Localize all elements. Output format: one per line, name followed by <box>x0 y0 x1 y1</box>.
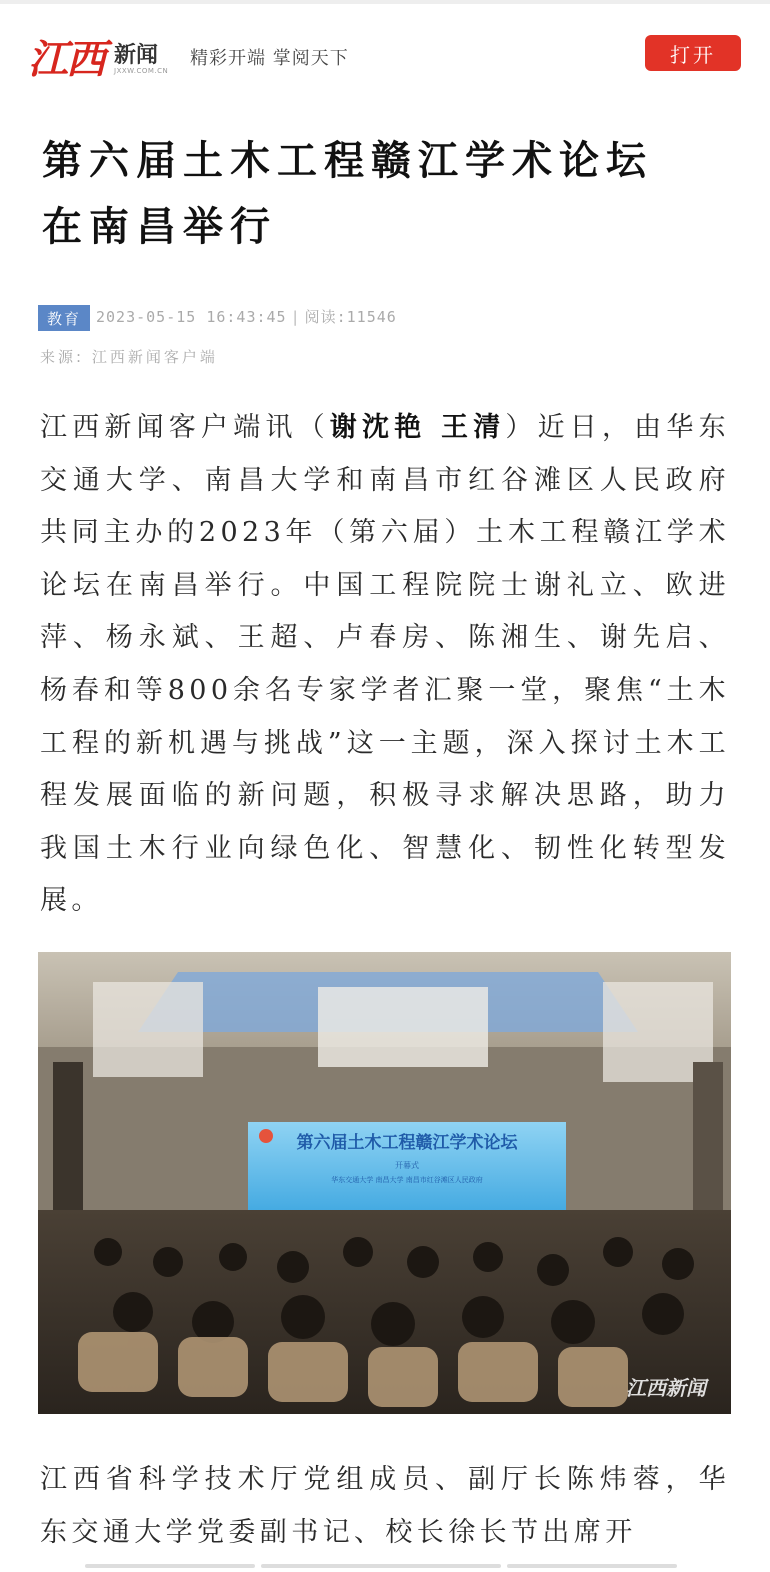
bottom-bar <box>85 1553 685 1563</box>
article-paragraph-1 <box>40 402 730 928</box>
screen-title: 第六届土木工程赣江学术论坛 <box>296 1133 518 1153</box>
article-source: 来源: 江西新闻客户端 <box>40 348 218 366</box>
screen-subtitle: 开幕式 <box>395 1161 419 1170</box>
p1-authors: 谢沈艳 王清 <box>329 412 506 443</box>
article-paragraph-2: 江西省科学技术厅党组成员、副厅长陈炜蓉，华东交通大学党委副书记、校长徐长节出席开 <box>40 1464 730 1548</box>
conference-photo <box>38 952 731 1414</box>
category-tag[interactable]: 教育 <box>38 305 90 331</box>
article-photo[interactable] <box>38 952 731 1414</box>
open-app-button[interactable]: 打开 <box>645 35 741 71</box>
photo-watermark: 江西新闻 <box>626 1376 706 1400</box>
logo-text: 新闻 <box>114 42 159 68</box>
meta-separator: | <box>290 308 301 326</box>
logo-domain: JXXW.COM.CN <box>114 67 169 75</box>
screen-organizers: 华东交通大学 南昌大学 南昌市红谷滩区人民政府 <box>331 1176 483 1184</box>
article-meta <box>96 306 397 327</box>
p1-body: ）近日，由华东交通大学、南昌大学和南昌市红谷滩区人民政府共同主办的2023年（第六届）土木工程赣江学术论坛在南昌举行。中国工程院院士谢礼立、欧进萍、杨永斌、王超、卢春房、陈湘生、谢先启、杨春和等800余名专家学者汇聚一堂，聚焦“土木工程的新机遇与挑战”这一主题，深入探讨土木工程发展面临的新问题，积极寻求解决思路，助力我国土木行业向绿色化、智慧化、韧性化转型发展。 <box>40 412 730 917</box>
read-label: 阅读: <box>304 308 347 326</box>
bottom-bar-segment <box>507 1564 677 1568</box>
app-header <box>0 4 770 104</box>
logo-script: 江西 <box>28 36 104 83</box>
title-line-1: 第六届土木工程赣江学术论坛 <box>42 137 653 184</box>
title-line-2: 在南昌举行 <box>42 203 277 250</box>
read-count: 11546 <box>346 308 397 326</box>
jiangxi-news-logo[interactable] <box>28 28 168 88</box>
header-slogan: 精彩开端 掌阅天下 <box>190 48 349 69</box>
bottom-bar-segment <box>261 1564 501 1568</box>
article-title <box>42 128 732 260</box>
bottom-bar-segment <box>85 1564 255 1568</box>
p1-lead: 江西新闻客户端讯（ <box>40 412 330 443</box>
publish-datetime: 2023-05-15 16:43:45 <box>96 308 287 326</box>
